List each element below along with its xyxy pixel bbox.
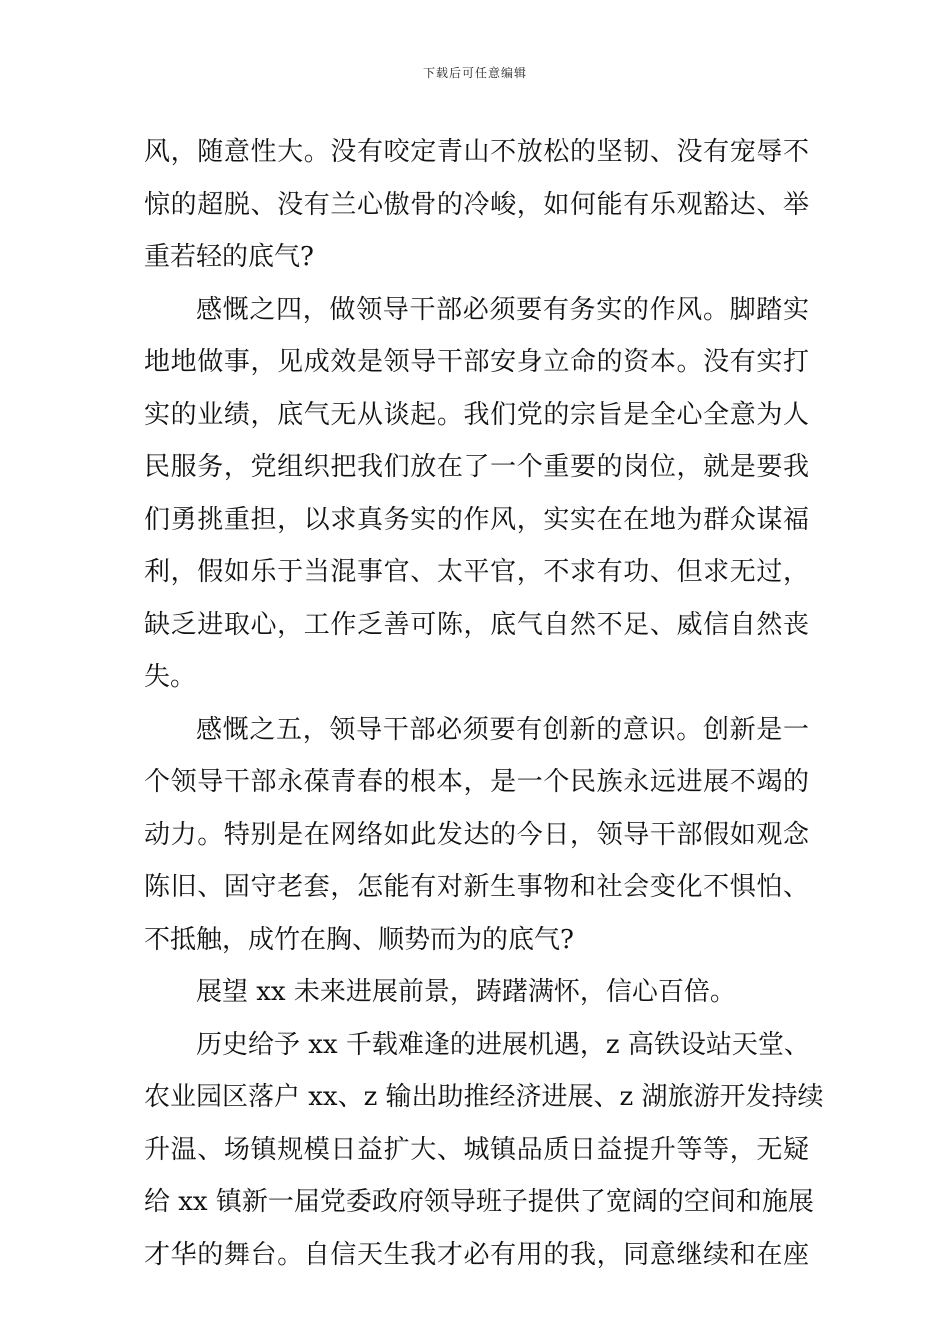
text-line: 动力。特别是在网络如此发达的今日，领导干部假如观念 <box>144 819 809 850</box>
text-line: 历史给予 xx 千载难逢的进展机遇，z 高铁设站天堂、 <box>196 1029 810 1060</box>
text-line: 缺乏进取心，工作乏善可陈，底气自然不足、威信自然丧 <box>144 609 809 640</box>
text-line: 升温、场镇规模日益扩大、城镇品质日益提升等等，无疑 <box>144 1134 809 1165</box>
text-line: 利，假如乐于当混事官、太平官，不求有功、但求无过， <box>144 557 809 587</box>
text-line: 实的业绩，底气无从谈起。我们党的宗旨是全心全意为人 <box>144 399 809 430</box>
text-line: 惊的超脱、没有兰心傲骨的冷峻，如何能有乐观豁达、举 <box>144 189 809 220</box>
page-header: 下载后可任意编辑 <box>422 66 527 80</box>
text-line: 风，随意性大。没有咬定青山不放松的坚韧、没有宠辱不 <box>144 137 809 167</box>
text-line: 陈旧、固守老套，怎能有对新生事物和社会变化不惧怕、 <box>144 872 809 902</box>
text-line: 感慨之四，做领导干部必须要有务实的作风。脚踏实 <box>196 294 809 325</box>
text-line: 展望 xx 未来进展前景，踌躇满怀，信心百倍。 <box>196 977 736 1007</box>
text-line: 个领导干部永葆青春的根本，是一个民族永远进展不竭的 <box>144 767 809 797</box>
text-line: 农业园区落户 xx、z 输出助推经济进展、z 湖旅游开发持续 <box>144 1082 824 1112</box>
text-line: 地地做事，见成效是领导干部安身立命的资本。没有实打 <box>144 347 809 377</box>
document-body <box>144 126 824 1281</box>
text-line: 民服务，党组织把我们放在了一个重要的岗位，就是要我 <box>144 452 809 482</box>
text-line: 们勇挑重担，以求真务实的作风，实实在在地为群众谋福 <box>144 504 809 535</box>
text-line: 才华的舞台。自信天生我才必有用的我，同意继续和在座 <box>144 1239 809 1270</box>
text-line: 不抵触，成竹在胸、顺势而为的底气? <box>144 924 574 955</box>
text-line: 重若轻的底气? <box>144 242 314 272</box>
text-line: 感慨之五，领导干部必须要有创新的意识。创新是一 <box>196 714 809 745</box>
text-line: 给 xx 镇新一届党委政府领导班子提供了宽阔的空间和施展 <box>144 1187 814 1217</box>
text-line: 失。 <box>144 662 197 692</box>
